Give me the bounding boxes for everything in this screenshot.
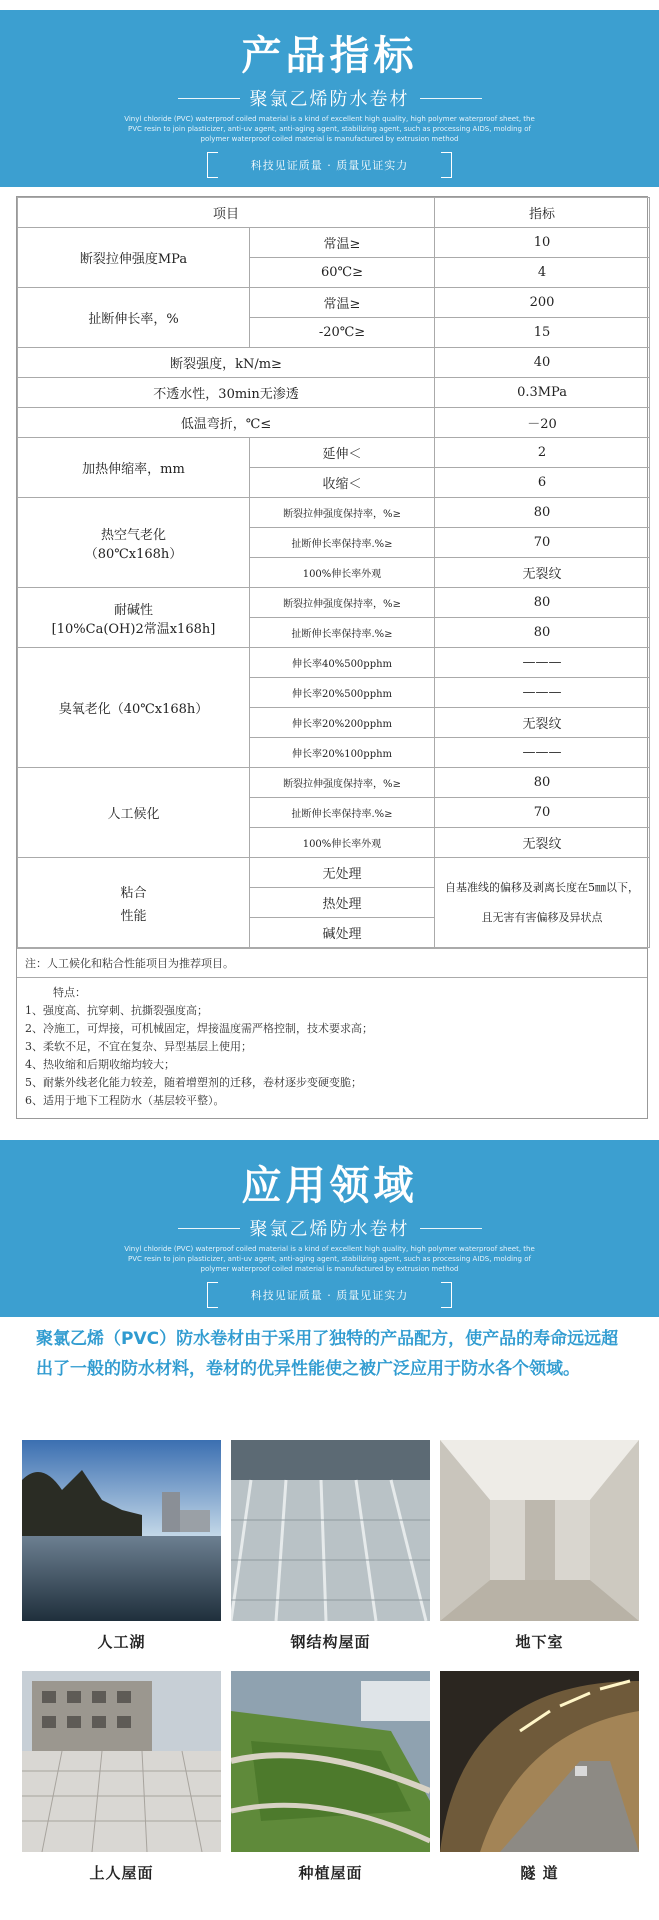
banner-slogan: 科技见证质量 · 质量见证实力 (207, 152, 452, 178)
application-caption: 人工湖 (97, 1633, 146, 1651)
feature-item: 2、冷施工，可焊接，可机械固定，焊接温度需严格控制，技术要求高； (25, 1022, 373, 1035)
value: 10 (435, 228, 650, 258)
value: 无裂纹 (435, 708, 650, 738)
application-caption: 种植屋面 (298, 1864, 363, 1882)
application-caption: 隧 道 (520, 1864, 559, 1882)
banner-subtitle: 聚氯乙烯防水卷材 (249, 89, 410, 110)
banner-subtitle: 聚氯乙烯防水卷材 (249, 1219, 410, 1240)
application-card (231, 1440, 430, 1652)
table-note: 注：人工候化和粘合性能项目为推荐项目。 (17, 948, 647, 977)
value: －20 (435, 408, 650, 438)
value: 6 (435, 468, 650, 498)
lake-photo (22, 1440, 221, 1621)
row-label: 粘合 性能 (18, 858, 250, 948)
header-index: 指标 (435, 198, 650, 228)
value: 80 (435, 768, 650, 798)
row-label: 耐碱性 [10%Ca(OH)2常温x168h] (18, 588, 250, 648)
row-label: 加热伸缩率，mm (18, 438, 250, 498)
banner-english-text: Vinyl chloride (PVC) waterproof coiled material is a kind of excellent high quality, high polymer waterproof sheet, the PVC resin to join plasticizer, anti-uv agent, anti-aging agent, stabilizing agent, such as processing AIDS, molding of polymer waterproof coiled material is manufactured by extrusion method (124, 115, 535, 143)
tunnel-photo (440, 1671, 639, 1852)
cond: 断裂拉伸强度保持率，%≥ (250, 588, 435, 618)
cond: 100%伸长率外观 (250, 828, 435, 858)
value: ——— (435, 678, 650, 708)
green-roof-photo (231, 1671, 430, 1852)
value: 40 (435, 348, 650, 378)
divider-line (420, 98, 482, 99)
cond: 100%伸长率外观 (250, 558, 435, 588)
intro-text: 聚氯乙烯（PVC）防水卷材由于采用了独特的产品配方，使产品的寿命远远超出了一般的防水材料，卷材的优异性能使之被广泛应用于防水各个领域。 (36, 1329, 619, 1379)
banner-english-text: Vinyl chloride (PVC) waterproof coiled material is a kind of excellent high quality, high polymer waterproof sheet, the PVC resin to join plasticizer, anti-uv agent, anti-aging agent, stabilizing agent, such as processing AIDS, molding of polymer waterproof coiled material is manufactured by extrusion method (124, 1245, 535, 1273)
value: 2 (435, 438, 650, 468)
application-caption: 上人屋面 (89, 1864, 154, 1882)
application-card (440, 1440, 639, 1652)
value: ——— (435, 738, 650, 768)
banner-slogan: 科技见证质量 · 质量见证实力 (207, 1282, 452, 1308)
value: 无裂纹 (435, 558, 650, 588)
value: 80 (435, 498, 650, 528)
row-label: 断裂拉伸强度MPa (18, 228, 250, 288)
row-label: 低温弯折，℃≤ (18, 408, 435, 438)
features-list (17, 977, 647, 1118)
application-caption: 地下室 (515, 1633, 564, 1651)
feature-item: 6、适用于地下工程防水（基层较平整）。 (25, 1094, 225, 1107)
application-banner (0, 1140, 659, 1317)
value: 4 (435, 258, 650, 288)
cond: 断裂拉伸强度保持率，%≥ (250, 498, 435, 528)
cond: 扯断伸长率保持率.%≥ (250, 528, 435, 558)
row-label: 人工候化 (18, 768, 250, 858)
cond: 热处理 (250, 888, 435, 918)
row-label: 扯断伸长率，% (18, 288, 250, 348)
header-item: 项目 (18, 198, 435, 228)
row-label: 臭氧老化（40℃x168h） (18, 648, 250, 768)
application-card (440, 1671, 639, 1883)
steel-roof-photo (231, 1440, 430, 1621)
cond: 伸长率20%200pphm (250, 708, 435, 738)
cond: 扯断伸长率保持率.%≥ (250, 618, 435, 648)
cond: 扯断伸长率保持率.%≥ (250, 798, 435, 828)
accessible-roof-photo (22, 1671, 221, 1852)
cond: 伸长率20%500pphm (250, 678, 435, 708)
banner-title: 应用领域 (241, 1163, 418, 1209)
application-card (22, 1440, 221, 1652)
spec-table (16, 196, 648, 1119)
value: 70 (435, 528, 650, 558)
value: ——— (435, 648, 650, 678)
cond: 常温≥ (250, 288, 435, 318)
value: 200 (435, 288, 650, 318)
cond: 断裂拉伸强度保持率，%≥ (250, 768, 435, 798)
value: 15 (435, 318, 650, 348)
row-label: 热空气老化 （80℃x168h） (18, 498, 250, 588)
cond: 收缩＜ (250, 468, 435, 498)
divider-line (178, 1228, 240, 1229)
cond: -20℃≥ (250, 318, 435, 348)
value: 80 (435, 588, 650, 618)
application-card (22, 1671, 221, 1883)
cond: 延伸＜ (250, 438, 435, 468)
row-label: 不透水性，30min无渗透 (18, 378, 435, 408)
spec-banner (0, 10, 659, 187)
cond: 常温≥ (250, 228, 435, 258)
application-card (231, 1671, 430, 1883)
banner-title: 产品指标 (241, 33, 418, 79)
row-label: 断裂强度，kN/m≥ (18, 348, 435, 378)
banner-subtitle-row (0, 1216, 659, 1240)
feature-item: 5、耐紫外线老化能力较差，随着增塑剂的迁移，卷材逐步变硬变脆； (25, 1076, 362, 1089)
feature-item: 4、热收缩和后期收缩均较大； (25, 1058, 175, 1071)
value: 0.3MPa (435, 378, 650, 408)
features-title: 特点： (53, 986, 86, 999)
value: 无裂纹 (435, 828, 650, 858)
cond: 无处理 (250, 858, 435, 888)
adhesion-value: 自基准线的偏移及剥离长度在5㎜以下， 且无害有害偏移及异状点 (435, 858, 650, 948)
cond: 碱处理 (250, 918, 435, 948)
cond: 伸长率20%100pphm (250, 738, 435, 768)
divider-line (178, 98, 240, 99)
basement-photo (440, 1440, 639, 1621)
value: 80 (435, 618, 650, 648)
cond: 伸长率40%500pphm (250, 648, 435, 678)
divider-line (420, 1228, 482, 1229)
value: 70 (435, 798, 650, 828)
feature-item: 1、强度高、抗穿刺、抗撕裂强度高； (25, 1004, 208, 1017)
feature-item: 3、柔软不足，不宜在复杂、异型基层上使用； (25, 1040, 252, 1053)
banner-subtitle-row (0, 86, 659, 110)
cond: 60℃≥ (250, 258, 435, 288)
application-caption: 钢结构屋面 (290, 1633, 371, 1651)
